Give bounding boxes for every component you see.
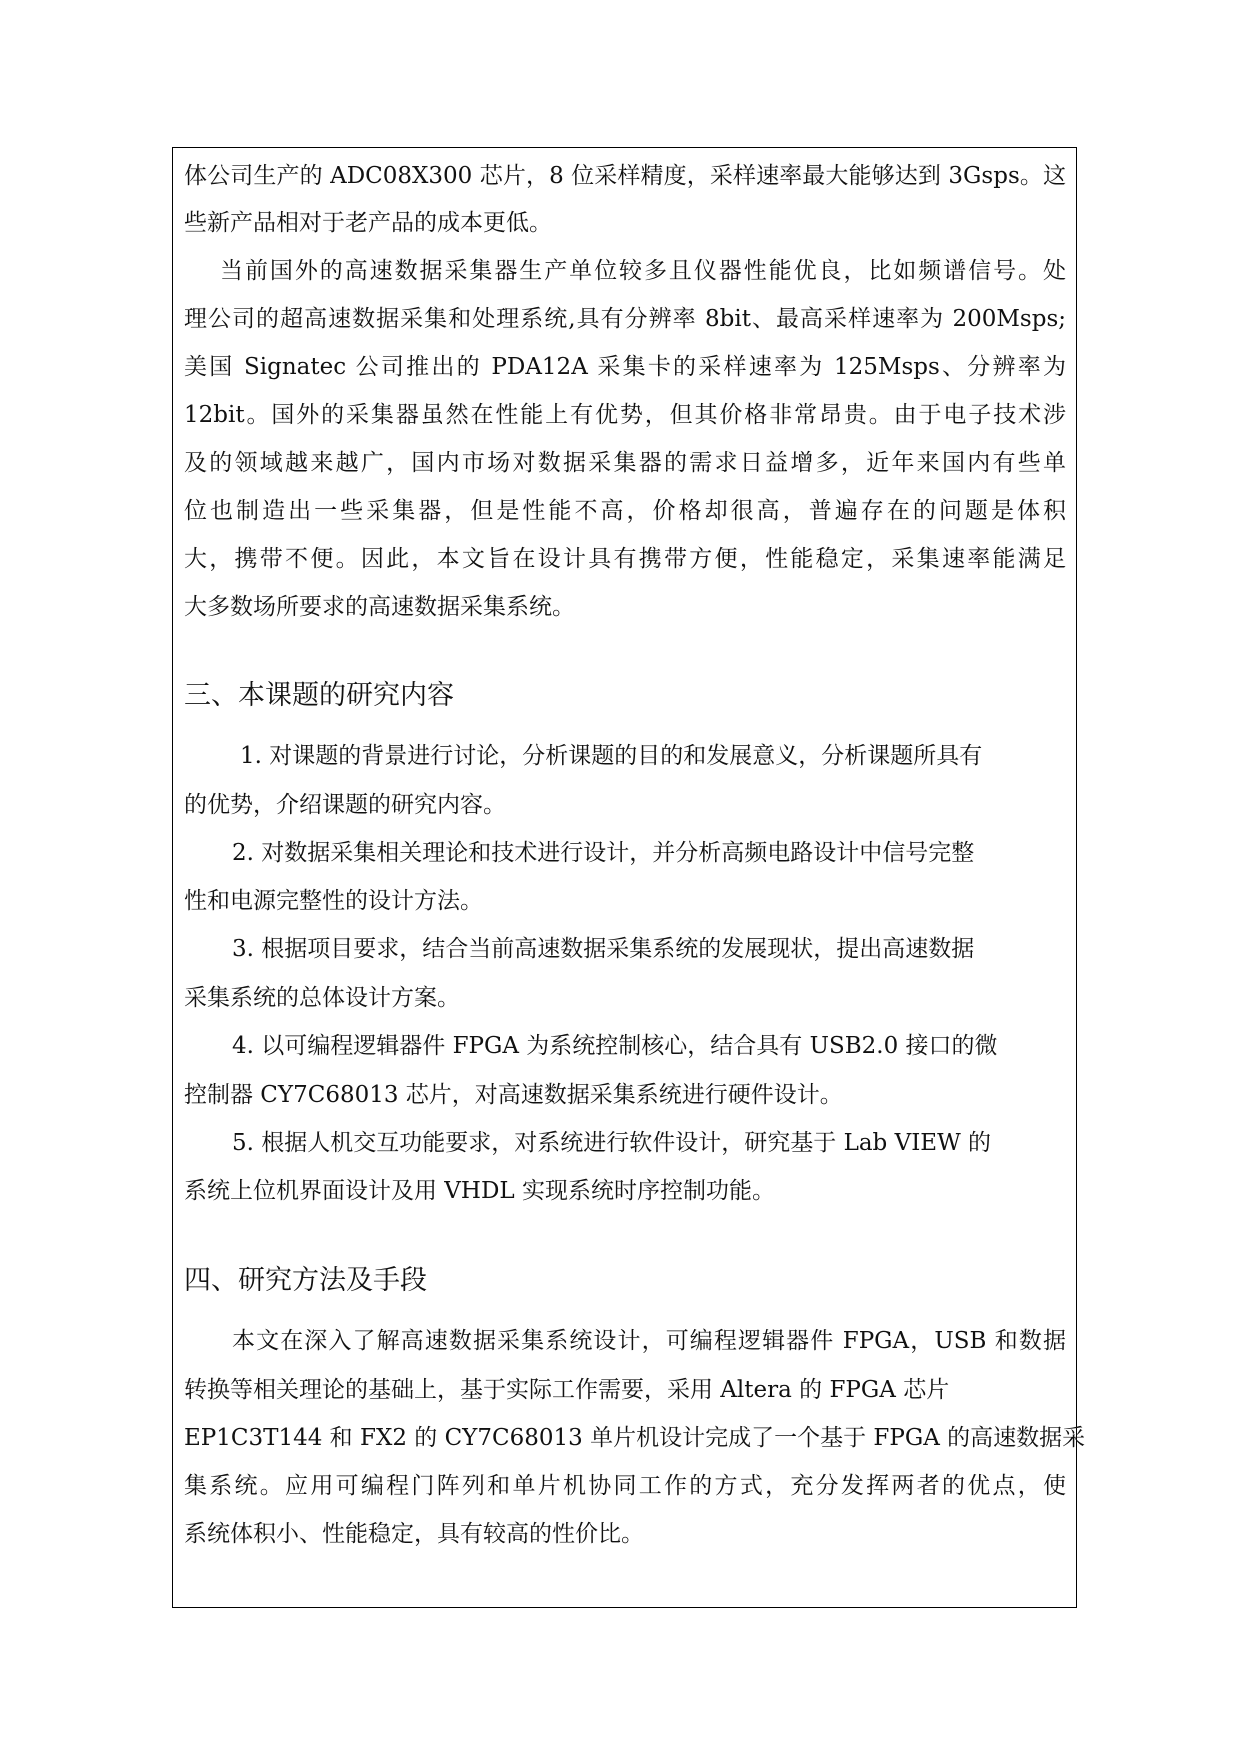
list-item-line: 3. 根据项目要求，结合当前高速数据采集系统的发展现状，提出高速数据 [232, 936, 975, 962]
paragraph-line: 些新产品相对于老产品的成本更低。 [184, 210, 552, 236]
paragraph-line: EP1C3T144 和 FX2 的 CY7C68013 单片机设计完成了一个基于 FPGA 的高速数据采 [184, 1425, 1086, 1451]
paragraph-line: 集系统。应用可编程门阵列和单片机协同工作的方式，充分发挥两者的优点，使 [184, 1473, 1066, 1499]
list-item-line: 2. 对数据采集相关理论和技术进行设计，并分析高频电路设计中信号完整 [232, 840, 975, 866]
paragraph-line: 美国 Signatec 公司推出的 PDA12A 采集卡的采样速率为 125Msps、分辨率为 [184, 354, 1066, 380]
paragraph-line: 理公司的超高速数据采集和处理系统,具有分辨率 8bit、最高采样速率为 200Msps; [184, 306, 1066, 332]
list-item-line: 的优势，介绍课题的研究内容。 [184, 792, 506, 818]
paragraph-line: 大，携带不便。因此，本文旨在设计具有携带方便，性能稳定，采集速率能满足 [184, 546, 1066, 572]
paragraph-line: 大多数场所要求的高速数据采集系统。 [184, 594, 575, 620]
paragraph-line: 当前国外的高速数据采集器生产单位较多且仪器性能优良，比如频谱信号。处 [220, 258, 1066, 284]
paragraph-line: 转换等相关理论的基础上，基于实际工作需要，采用 Altera 的 FPGA 芯片 [184, 1377, 950, 1403]
paragraph-line: 系统体积小、性能稳定，具有较高的性价比。 [184, 1521, 644, 1547]
paragraph-line: 12bit。国外的采集器虽然在性能上有优势，但其价格非常昂贵。由于电子技术涉 [184, 402, 1066, 428]
list-item-line: 性和电源完整性的设计方法。 [184, 888, 483, 914]
paragraph-line: 体公司生产的 ADC08X300 芯片，8 位采样精度，采样速率最大能够达到 3Gsps。这 [184, 163, 1066, 189]
section-heading: 三、本课题的研究内容 [184, 680, 454, 711]
list-item-line: 系统上位机界面设计及用 VHDL 实现系统时序控制功能。 [184, 1178, 776, 1204]
list-item-line: 控制器 CY7C68013 芯片，对高速数据采集系统进行硬件设计。 [184, 1082, 843, 1108]
list-item-line: 采集系统的总体设计方案。 [184, 985, 460, 1011]
list-item-line: 1. 对课题的背景进行讨论，分析课题的目的和发展意义，分析课题所具有 [240, 743, 983, 769]
list-item-line: 5. 根据人机交互功能要求，对系统进行软件设计，研究基于 Lab VIEW 的 [232, 1130, 992, 1156]
paragraph-line: 及的领域越来越广，国内市场对数据采集器的需求日益增多，近年来国内有些单 [184, 450, 1066, 476]
section-heading: 四、研究方法及手段 [184, 1265, 427, 1296]
paragraph-line: 本文在深入了解高速数据采集系统设计，可编程逻辑器件 FPGA，USB 和数据 [232, 1328, 1066, 1354]
paragraph-line: 位也制造出一些采集器，但是性能不高，价格却很高，普遍存在的问题是体积 [184, 498, 1066, 524]
list-item-line: 4. 以可编程逻辑器件 FPGA 为系统控制核心，结合具有 USB2.0 接口的微 [232, 1033, 998, 1059]
